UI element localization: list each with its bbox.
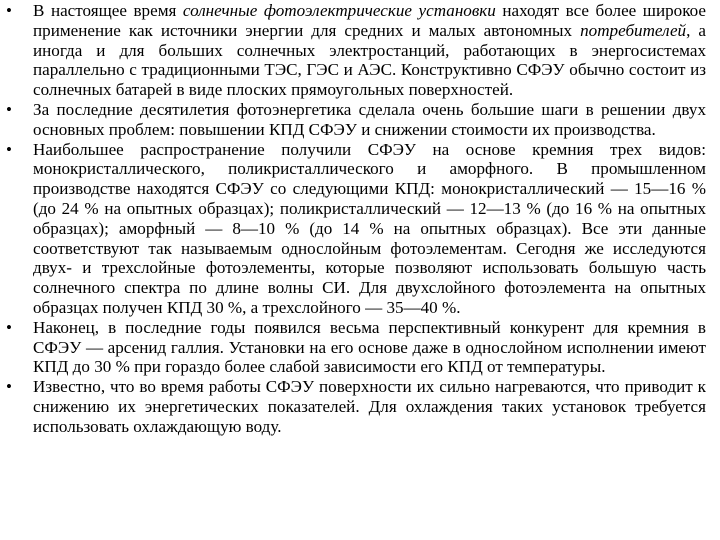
paragraph-text: Наибольшее распространение получили СФЭУ на основе кремния трех видов: монокристаллического, поликристаллического и аморфного. В промышленном производстве находятся СФЭУ со следующими КПД: монокристаллический — 15—16 % (до 24 % на опытных образцах); поликристаллический — 12—13 % (до 16 % на опытных образцах); аморфный — 8—10 % (до 14 % на опытных образцах). Все эти данные соответствуют так называемым однослойным фотоэлементам. Сегодня же исследуются двух- и трехслойные фотоэлементы, которые позволяют использовать большую часть солнечного спектра по длине волны СИ. Для двухслойного фотоэлемента на опытных образцах получен КПД 30 %, а трехслойного — 35—40 %. xyxy=(33,139,706,317)
paragraph-text: За последние десятилетия фотоэнергетика сделала очень большие шаги в решении двух основных проблем: повышении КПД СФЭУ и снижении стоимости их производства. xyxy=(33,99,706,139)
emphasis-term: потребителей xyxy=(580,20,687,40)
text-segment: находят все более широкое применение как источники энергии для средних и малых автономных xyxy=(33,1,706,40)
paragraph-text xyxy=(33,1,706,99)
list-item xyxy=(6,318,706,377)
paragraph-text: Известно, что во время работы СФЭУ поверхности их сильно нагреваются, что приводит к снижению их энергетических показателей. Для охлаждения таких установок требуется использовать охлаждающую воду. xyxy=(33,377,706,436)
bullet-icon: • xyxy=(6,139,12,159)
text-segment: , а иногда и для больших солнечных электростанций, работающих в энергосистемах параллельно с традиционными ТЭС, ГЭС и АЭС. Конструктивно СФЭУ обычно состоит из солнечных батарей в виде плоских прямоугольных поверхностей. xyxy=(33,20,706,100)
bullet-icon: • xyxy=(6,377,12,397)
bullet-icon: • xyxy=(6,99,12,119)
paragraph-text: Наконец, в последние годы появился весьма перспективный конкурент для кремния в СФЭУ — арсенид галлия. Установки на его основе даже в однослойном исполнении имеют КПД до 30 % при гораздо более слабой зависимости его КПД от температуры. xyxy=(33,317,706,377)
list-item xyxy=(6,377,706,436)
bullet-icon: • xyxy=(6,1,12,20)
bullet-icon: • xyxy=(6,317,12,337)
list-item xyxy=(6,1,706,100)
emphasis-term: солнечные фотоэлектрические установки xyxy=(182,1,496,20)
list-item xyxy=(6,100,706,140)
text-segment: В настоящее время xyxy=(33,1,183,20)
list-item xyxy=(6,140,706,318)
bullet-list xyxy=(6,1,706,437)
